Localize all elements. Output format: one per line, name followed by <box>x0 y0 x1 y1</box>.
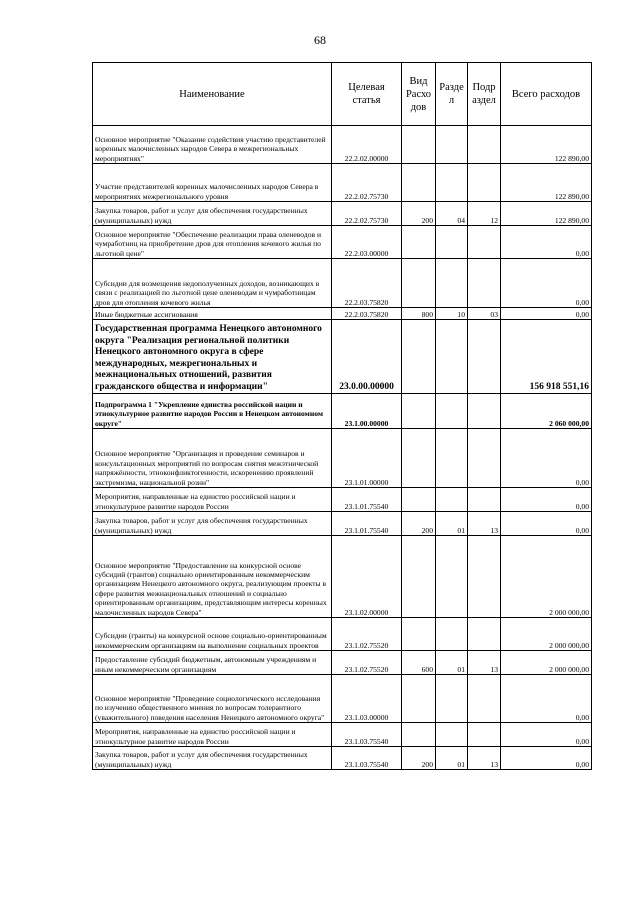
row-name: Закупка товаров, работ и услуг для обеспечения государственных (муниципальных) нужд <box>93 747 332 770</box>
row-section: 01 <box>436 747 468 770</box>
row-target: 23.1.00.00000 <box>332 394 402 429</box>
budget-table <box>92 62 592 770</box>
row-section <box>436 394 468 429</box>
row-total: 122 890,00 <box>501 164 592 202</box>
row-kind <box>402 126 436 164</box>
row-kind <box>402 226 436 259</box>
row-total: 0,00 <box>501 429 592 488</box>
row-target: 22.2.02.75730 <box>332 164 402 202</box>
row-total: 2 000 000,00 <box>501 536 592 618</box>
row-kind: 200 <box>402 202 436 226</box>
row-name: Основное мероприятие "Обеспечение реализации права оленеводов и чумработниц на приобретение дров для отопления кочевого жилья по льготной цене" <box>93 226 332 259</box>
row-target: 23.0.00.00000 <box>332 320 402 394</box>
table-row <box>93 675 592 723</box>
row-name: Мероприятия, направленные на единство российской нации и этнокультурное развитие народов России <box>93 723 332 747</box>
table-row <box>93 164 592 202</box>
row-target: 22.2.03.75820 <box>332 259 402 308</box>
row-subsection: 12 <box>468 202 501 226</box>
row-section <box>436 126 468 164</box>
row-kind <box>402 675 436 723</box>
row-section <box>436 536 468 618</box>
row-subsection <box>468 259 501 308</box>
row-kind <box>402 164 436 202</box>
row-subsection <box>468 126 501 164</box>
row-section <box>436 723 468 747</box>
row-subsection <box>468 723 501 747</box>
row-name: Закупка товаров, работ и услуг для обеспечения государственных (муниципальных) нужд <box>93 202 332 226</box>
row-total: 0,00 <box>501 723 592 747</box>
header-total: Всего расходов <box>501 63 592 126</box>
header-kind: Вид Расхо дов <box>402 63 436 126</box>
row-target: 22.2.02.75730 <box>332 202 402 226</box>
row-total: 0,00 <box>501 308 592 320</box>
row-section <box>436 320 468 394</box>
row-target: 23.1.03.00000 <box>332 675 402 723</box>
row-kind <box>402 320 436 394</box>
row-section <box>436 164 468 202</box>
table-row <box>93 126 592 164</box>
table-row <box>93 429 592 488</box>
row-target: 23.1.03.75540 <box>332 747 402 770</box>
row-kind <box>402 618 436 651</box>
row-kind: 200 <box>402 512 436 536</box>
row-total: 0,00 <box>501 259 592 308</box>
row-kind <box>402 259 436 308</box>
row-section: 01 <box>436 512 468 536</box>
table-row <box>93 308 592 320</box>
row-total: 0,00 <box>501 675 592 723</box>
table-row <box>93 202 592 226</box>
table-row <box>93 226 592 259</box>
row-kind: 800 <box>402 308 436 320</box>
table-row <box>93 723 592 747</box>
row-name: Мероприятия, направленные на единство российской нации и этнокультурное развитие народов России <box>93 488 332 512</box>
row-total: 0,00 <box>501 226 592 259</box>
row-subsection <box>468 226 501 259</box>
row-name: Субсидии для возмещения недополученных доходов, возникающих в связи с реализацией по льготной цене оленеводам и чумработницам дров для отопления кочевого жилья <box>93 259 332 308</box>
row-target: 23.1.03.75540 <box>332 723 402 747</box>
row-name: Основное мероприятие "Оказание содействия участию представителей коренных малочисленных народов Севера в межрегиональных мероприятиях" <box>93 126 332 164</box>
row-section <box>436 259 468 308</box>
row-total: 2 060 000,00 <box>501 394 592 429</box>
row-target: 23.1.02.75520 <box>332 651 402 675</box>
table-row <box>93 651 592 675</box>
row-name: Государственная программа Ненецкого автономного округа "Реализация региональной политики Ненецкого автономного округа в сфере международных, межрегиональных и межнациональных отношений, развития гражданского общества и информации" <box>93 320 332 394</box>
table-row-program <box>93 320 592 394</box>
row-subsection <box>468 536 501 618</box>
row-kind: 200 <box>402 747 436 770</box>
row-section: 04 <box>436 202 468 226</box>
row-subsection: 13 <box>468 651 501 675</box>
row-total: 122 890,00 <box>501 202 592 226</box>
row-subsection <box>468 618 501 651</box>
row-total: 0,00 <box>501 512 592 536</box>
row-subsection <box>468 429 501 488</box>
row-section <box>436 675 468 723</box>
row-section <box>436 488 468 512</box>
row-section <box>436 226 468 259</box>
row-subsection: 03 <box>468 308 501 320</box>
row-kind <box>402 488 436 512</box>
row-section <box>436 429 468 488</box>
row-total: 156 918 551,16 <box>501 320 592 394</box>
row-target: 23.1.01.00000 <box>332 429 402 488</box>
row-subsection <box>468 394 501 429</box>
row-subsection: 13 <box>468 747 501 770</box>
row-kind <box>402 394 436 429</box>
row-kind <box>402 429 436 488</box>
row-name: Субсидии (гранты) на конкурсной основе социально-ориентированным некоммерческим организациям на выполнение социальных проектов <box>93 618 332 651</box>
row-name: Участие представителей коренных малочисленных народов Севера в мероприятиях межрегионального уровня <box>93 164 332 202</box>
row-target: 23.1.02.00000 <box>332 536 402 618</box>
row-kind <box>402 536 436 618</box>
header-name: Наименование <box>93 63 332 126</box>
row-total: 2 000 000,00 <box>501 651 592 675</box>
row-kind: 600 <box>402 651 436 675</box>
row-section: 01 <box>436 651 468 675</box>
row-kind <box>402 723 436 747</box>
row-section <box>436 618 468 651</box>
row-total: 0,00 <box>501 747 592 770</box>
row-subsection <box>468 320 501 394</box>
row-target: 23.1.02.75520 <box>332 618 402 651</box>
table-row <box>93 259 592 308</box>
table-row <box>93 488 592 512</box>
table-header-row <box>93 63 592 126</box>
table-row <box>93 618 592 651</box>
row-target: 22.2.03.00000 <box>332 226 402 259</box>
row-target: 23.1.01.75540 <box>332 512 402 536</box>
row-name: Основное мероприятие "Предоставление на конкурсной основе субсидий (грантов) социально ориентированным некоммерческим организациям Ненецкого автономного округа, реализующим проекты в сфере развития межнациональных отношений и социально ориентированным организациям, представляющим интересы коренных малочисленных народов Севера" <box>93 536 332 618</box>
row-total: 0,00 <box>501 488 592 512</box>
header-subsection: Подр аздел <box>468 63 501 126</box>
row-name: Предоставление субсидий бюджетным, автономным учреждениям и иным некоммерческим организациям <box>93 651 332 675</box>
row-subsection <box>468 164 501 202</box>
row-name: Основное мероприятие "Проведение социологического исследования по изучению общественного мнения по вопросам толерантного (уважительного) поведения населения Ненецкого автономного округа" <box>93 675 332 723</box>
header-target: Целевая статья <box>332 63 402 126</box>
table-row <box>93 512 592 536</box>
table-row <box>93 536 592 618</box>
row-target: 22.2.03.75820 <box>332 308 402 320</box>
row-subsection <box>468 488 501 512</box>
row-name: Подпрограмма 1 "Укрепление единства российской нации и этнокультурное развитие народов России в Ненецком автономном округе" <box>93 394 332 429</box>
header-section: Разде л <box>436 63 468 126</box>
table-row <box>93 747 592 770</box>
table-row-subprogram <box>93 394 592 429</box>
row-total: 122 890,00 <box>501 126 592 164</box>
row-target: 23.1.01.75540 <box>332 488 402 512</box>
row-section: 10 <box>436 308 468 320</box>
row-subsection: 13 <box>468 512 501 536</box>
row-target: 22.2.02.00000 <box>332 126 402 164</box>
row-name: Основное мероприятие "Организация и проведение семинаров и консультационных мероприятий по вопросам снятия межэтнической напряжённости, этноконфликтогенности, искоренению проявлений экстремизма, национальной розни" <box>93 429 332 488</box>
row-name: Иные бюджетные ассигнования <box>93 308 332 320</box>
row-name: Закупка товаров, работ и услуг для обеспечения государственных (муниципальных) нужд <box>93 512 332 536</box>
row-subsection <box>468 675 501 723</box>
page-number: 68 <box>314 33 326 47</box>
row-total: 2 000 000,00 <box>501 618 592 651</box>
